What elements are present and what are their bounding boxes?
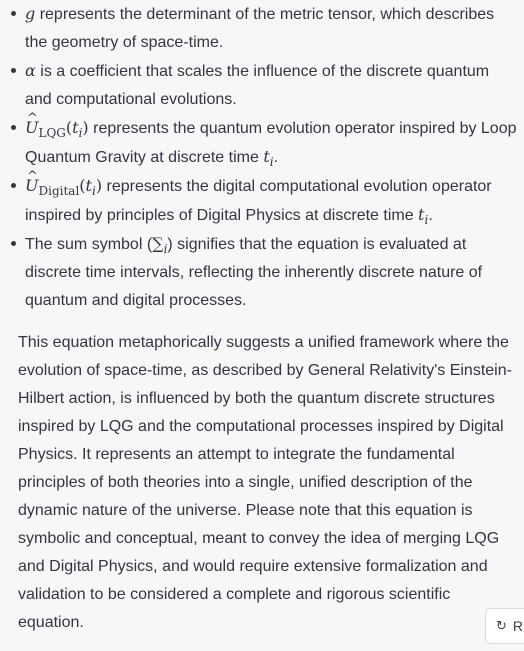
sum-symbol: ∑ xyxy=(152,234,164,253)
punctuation: . xyxy=(273,149,279,166)
bullet-icon xyxy=(11,68,16,73)
math-operator: ^ U xyxy=(25,172,38,200)
summary-paragraph: This equation metaphorically suggests a unified framework where the evolution of space-time, as described by General Relativity's Einstein-Hilbert action, is influenced by both the quantum discrete structures inspired by LQG and the computational processes inspired by Digital Physics. It represents an attempt to integrate the fundamental principles of both theories into a single, unified description of the dynamic nature of the universe. Please note that this equation is symbolic and conceptual, meant to convey the idea of merging LQG and Digital Physics, and would require extensive formalization and validation to be considered a complete and rigorous scientific equation. xyxy=(18,334,512,631)
math-subscript: i xyxy=(78,126,83,140)
regenerate-button[interactable] xyxy=(485,608,524,644)
math-variable: α xyxy=(25,61,36,80)
definition-list xyxy=(0,0,524,315)
math-subscript: Digital xyxy=(38,184,80,198)
list-item xyxy=(0,230,524,315)
list-item-prefix: The sum symbol ( xyxy=(25,236,153,253)
math-subscript: i xyxy=(424,213,429,227)
list-item-text: represents the digital computational evolution operator inspired by principles of Digital Physics at discrete time xyxy=(25,178,492,224)
list-item-text: represents the determinant of the metric tensor, which describes the geometry of space-time. xyxy=(25,6,495,51)
list-item xyxy=(0,0,524,57)
list-item xyxy=(0,57,524,114)
list-item-text: ) signifies that the equation is evaluated at discrete time intervals, reflecting the inherently discrete nature of quantum and digital processes. xyxy=(25,236,483,309)
list-item: ^ $U_{Digital}(t_i)$ represents the digital computational evolution operator inspired by principles of Digital Physics at discrete time $t_i$. xyxy=(0,172,524,230)
list-item-text: is a coefficient that scales the influence of the discrete quantum and computational evolutions. xyxy=(25,63,490,108)
math-variable: t xyxy=(263,147,270,166)
bullet-icon xyxy=(11,183,16,188)
math-subscript: LQG xyxy=(38,126,66,140)
math-operator: ^ U xyxy=(25,114,38,142)
math-subscript: i xyxy=(269,155,274,169)
math-variable: t xyxy=(85,176,92,195)
list-item-text: represents the quantum evolution operator inspired by Loop Quantum Gravity at discrete time xyxy=(25,120,517,166)
punctuation: . xyxy=(428,207,433,224)
bullet-icon xyxy=(11,125,16,130)
regenerate-label: R xyxy=(512,618,524,634)
math-subscript: i xyxy=(163,242,168,256)
bullet-icon xyxy=(11,241,16,246)
math-variable: t xyxy=(72,118,79,137)
math-variable: g xyxy=(25,4,36,23)
bullet-icon xyxy=(11,11,16,16)
refresh-icon: ↻ xyxy=(496,618,507,633)
math-variable: t xyxy=(418,205,425,224)
list-item: ^ $U_{LQG}(t_i)$ represents the quantum evolution operator inspired by Loop Quantum Gravity at discrete time $t_i$. xyxy=(0,114,524,172)
math-subscript: i xyxy=(91,184,96,198)
